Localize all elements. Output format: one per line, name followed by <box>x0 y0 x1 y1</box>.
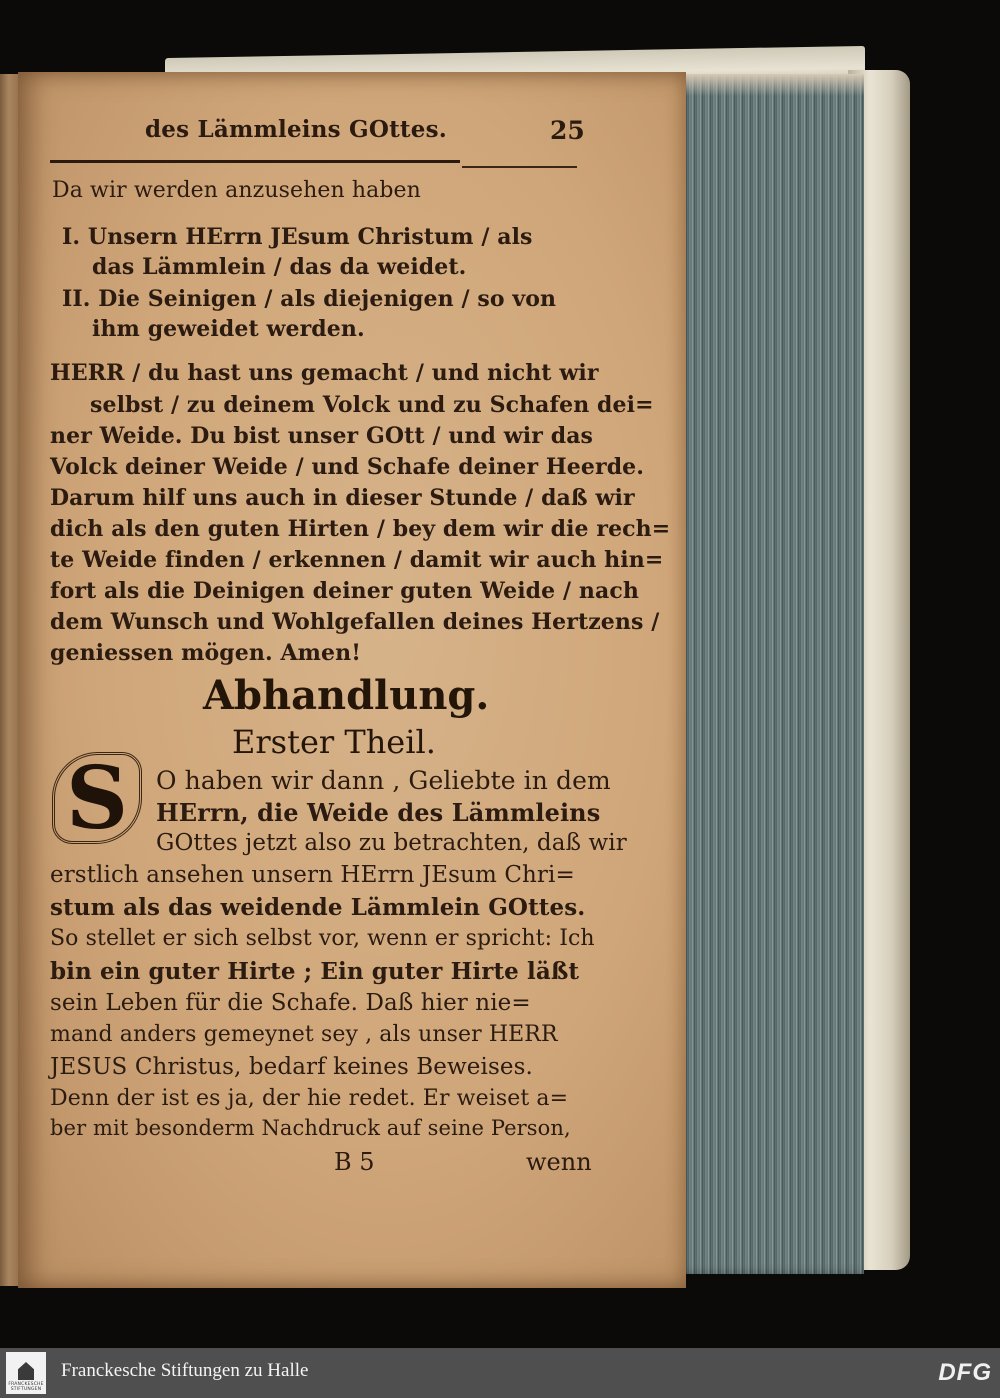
text-line: Da wir werden anzusehen haben <box>52 178 421 203</box>
text-line: JESUS Christus, bedarf keines Beweises. <box>50 1054 533 1080</box>
text-line: O haben wir dann , Geliebte in dem <box>156 766 611 795</box>
signature-mark: B 5 <box>334 1148 375 1176</box>
text-line: te Weide finden / erkennen / damit wir auch hin= <box>50 547 664 573</box>
text-line: HErrn, die Weide des Lämmleins <box>156 798 601 827</box>
text-line: sein Leben für die Schafe. Daß hier nie= <box>50 990 531 1016</box>
text-line: geniessen mögen. Amen! <box>50 640 361 666</box>
section-heading: Abhandlung. <box>203 672 490 719</box>
header-rule-short <box>462 166 577 168</box>
dfg-logo[interactable]: DFG <box>938 1359 992 1386</box>
running-title: des Lämmleins GOttes. <box>145 116 447 143</box>
text-line: HERR / du hast uns gemacht / und nicht wir <box>50 360 599 386</box>
text-line: Denn der ist es ja, der hie redet. Er weiset a= <box>50 1086 569 1111</box>
institution-name: Franckesche Stiftungen zu Halle <box>61 1360 309 1381</box>
text-line: das Lämmlein / das da weidet. <box>92 254 467 280</box>
footer-bar <box>0 1348 1000 1398</box>
text-line: bin ein guter Hirte ; Ein guter Hirte läßt <box>50 958 580 985</box>
text-line: stum als das weidende Lämmlein GOttes. <box>50 894 586 921</box>
text-line: I. Unsern HErrn JEsum Christum / als <box>62 224 533 250</box>
text-line: dich als den guten Hirten / bey dem wir die rech= <box>50 516 671 542</box>
text-line: II. Die Seinigen / als diejenigen / so von <box>62 286 557 312</box>
building-icon <box>18 1362 34 1380</box>
text-line: dem Wunsch und Wohlgefallen deines Hertzens / <box>50 609 660 635</box>
page-number: 25 <box>550 116 585 145</box>
logo-text: STIFTUNGEN <box>10 1387 42 1392</box>
page-header <box>50 112 590 156</box>
franckesche-logo[interactable] <box>6 1352 46 1394</box>
text-line: ihm geweidet werden. <box>92 316 365 342</box>
text-line: mand anders gemeynet sey , als unser HERR <box>50 1022 558 1047</box>
text-line: selbst / zu deinem Volck und zu Schafen dei= <box>90 392 654 418</box>
text-line: erstlich ansehen unsern HErrn JEsum Chri= <box>50 862 575 888</box>
ornamental-initial: S <box>52 752 142 844</box>
text-line: fort als die Deinigen deiner guten Weide / nach <box>50 578 639 604</box>
header-rule <box>50 160 460 163</box>
text-line: ner Weide. Du bist unser GOtt / und wir das <box>50 423 594 449</box>
catchword: wenn <box>526 1148 592 1176</box>
text-line: ber mit besonderm Nachdruck auf seine Person, <box>50 1116 571 1140</box>
page-fore-edge <box>672 74 864 1274</box>
section-subheading: Erster Theil. <box>232 723 436 761</box>
text-line: Darum hilf uns auch in dieser Stunde / daß wir <box>50 485 635 511</box>
text-line: So stellet er sich selbst vor, wenn er spricht: Ich <box>50 926 595 951</box>
logo-text: FRANCKESCHE <box>8 1382 44 1387</box>
text-line: Volck deiner Weide / und Schafe deiner Heerde. <box>50 454 645 480</box>
text-line: GOttes jetzt also zu betrachten, daß wir <box>156 830 627 856</box>
